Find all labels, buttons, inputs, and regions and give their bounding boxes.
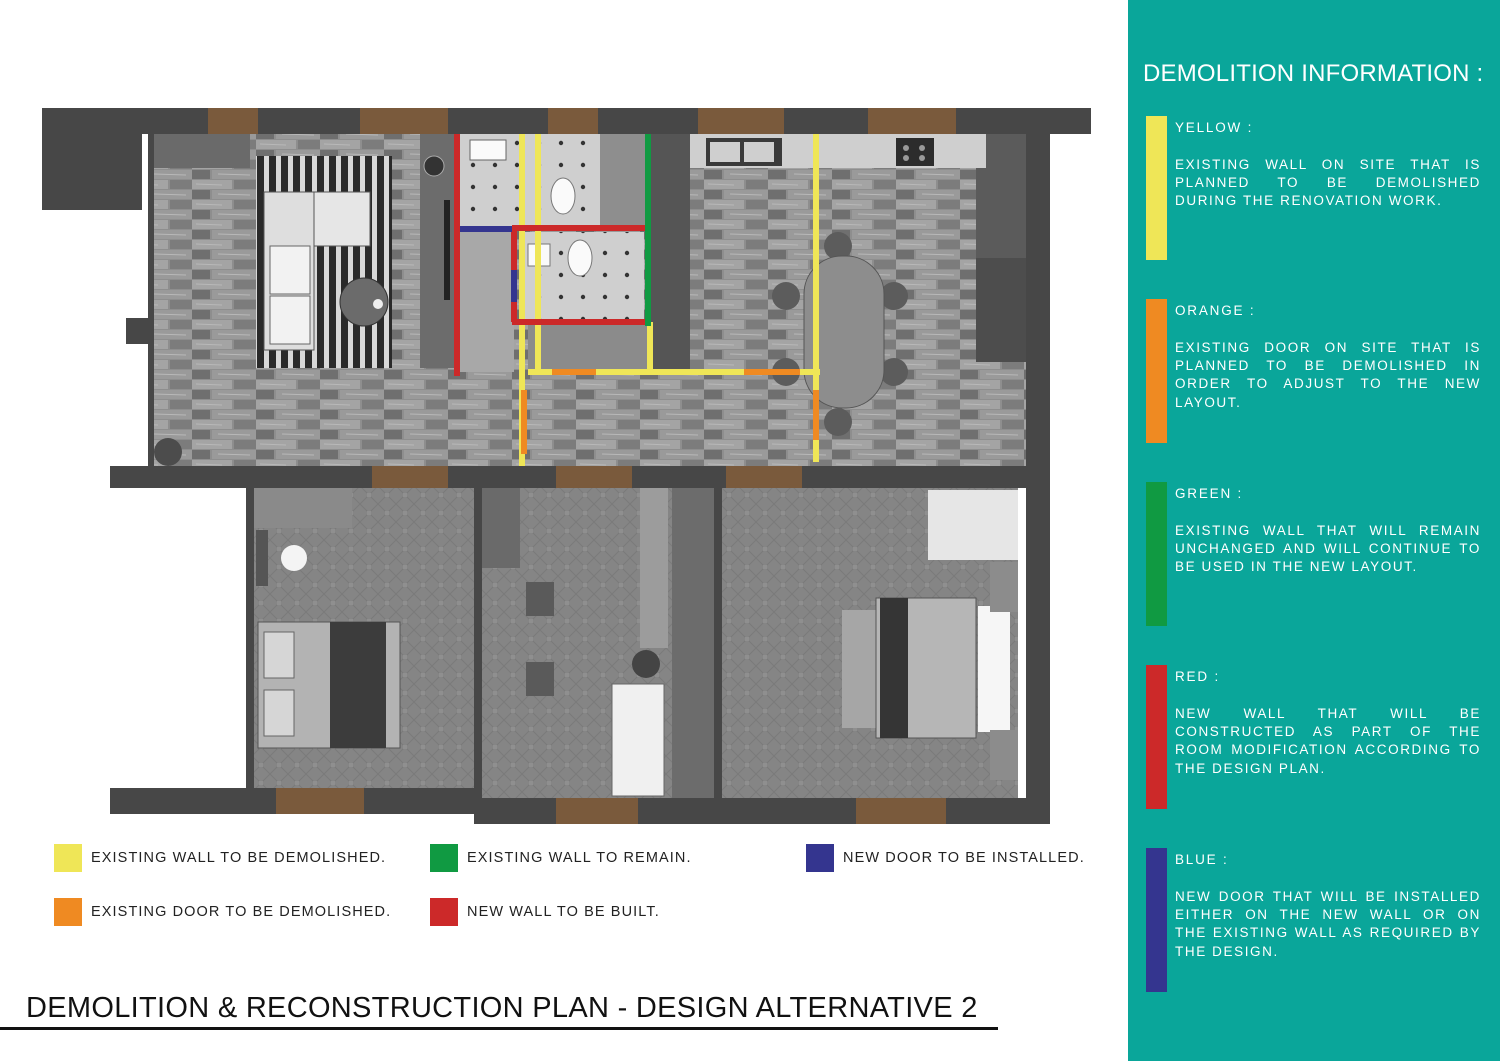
bedroom-2 — [482, 488, 714, 798]
bedroom-3 — [722, 488, 1018, 798]
info-item-title: ORANGE : — [1175, 303, 1256, 318]
legend-item-yellow — [54, 844, 386, 872]
info-item-title: BLUE : — [1175, 852, 1229, 867]
legend-swatch-orange — [54, 898, 82, 926]
info-color-bar — [1146, 482, 1167, 626]
info-color-bar — [1146, 848, 1167, 992]
legend-label: EXISTING WALL TO REMAIN. — [467, 850, 692, 866]
bedroom-1 — [254, 488, 474, 788]
info-item-description: EXISTING DOOR ON SITE THAT IS PLANNED TO BE DEMOLISHED IN ORDER TO ADJUST TO THE NEW LAYOUT. — [1175, 340, 1481, 410]
legend-item-orange — [54, 898, 391, 926]
info-item-description: NEW WALL THAT WILL BE CONSTRUCTED AS PART OF THE ROOM MODIFICATION ACCORDING TO THE DESIGN PLAN. — [1175, 706, 1481, 776]
info-item-title: GREEN : — [1175, 486, 1244, 501]
legend-swatch-blue — [806, 844, 834, 872]
info-heading: DEMOLITION INFORMATION : — [1143, 60, 1484, 87]
demolition-info-panel — [1128, 0, 1500, 1061]
legend-item-blue — [806, 844, 1085, 872]
legend-swatch-green — [430, 844, 458, 872]
legend-label: EXISTING WALL TO BE DEMOLISHED. — [91, 850, 387, 866]
legend-item-green — [430, 844, 692, 872]
legend-item-red — [430, 898, 660, 926]
info-item-description: NEW DOOR THAT WILL BE INSTALLED EITHER ON THE NEW WALL OR ON THE EXISTING WALL AS REQUIRED BY THE DESIGN. — [1175, 889, 1481, 959]
bathroom — [458, 134, 690, 372]
title-underline — [0, 1027, 998, 1030]
info-color-bar — [1146, 116, 1167, 260]
info-color-bar — [1146, 665, 1167, 809]
legend-swatch-yellow — [54, 844, 82, 872]
legend-label: NEW WALL TO BE BUILT. — [467, 904, 660, 920]
legend-label: NEW DOOR TO BE INSTALLED. — [843, 850, 1085, 866]
info-item-description: EXISTING WALL THAT WILL REMAIN UNCHANGED AND WILL CONTINUE TO BE USED IN THE NEW LAYOUT. — [1175, 523, 1481, 575]
info-item-title: YELLOW : — [1175, 120, 1254, 135]
info-item-title: RED : — [1175, 669, 1221, 684]
info-item-description: EXISTING WALL ON SITE THAT IS PLANNED TO BE DEMOLISHED DURING THE RENOVATION WORK. — [1175, 157, 1481, 209]
legend-swatch-red — [430, 898, 458, 926]
info-color-bar — [1146, 299, 1167, 443]
legend-label: EXISTING DOOR TO BE DEMOLISHED. — [91, 904, 392, 920]
plan-title: DEMOLITION & RECONSTRUCTION PLAN - DESIGN ALTERNATIVE 2 — [26, 992, 978, 1024]
